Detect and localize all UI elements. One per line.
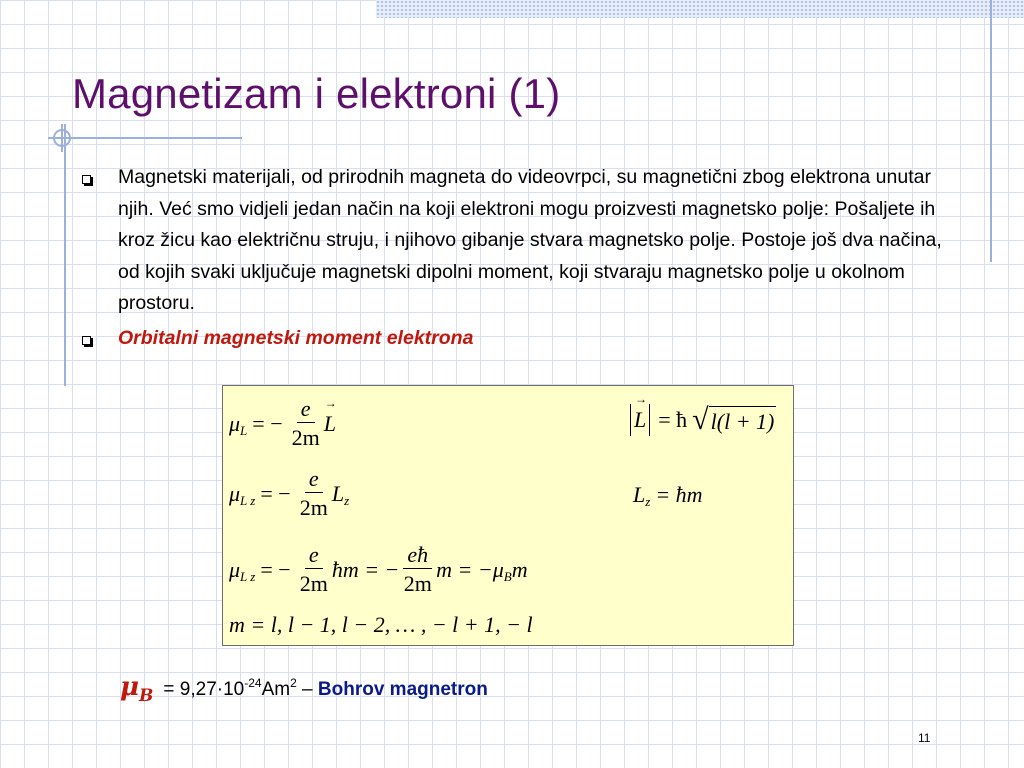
equals-hbar-m: = ħm	[655, 482, 703, 507]
mu-subscript: L z	[240, 568, 256, 584]
square-root	[692, 405, 776, 435]
mu-B-subscript: B	[139, 686, 154, 706]
z-subscript: z	[344, 492, 350, 508]
equals-minus: = −	[260, 556, 291, 582]
fraction-denominator: 2m	[299, 571, 328, 596]
fraction-numerator: eħ	[403, 544, 432, 569]
B-subscript: B	[503, 568, 512, 584]
formula-row-2-left	[229, 468, 349, 519]
title-underline-rule	[60, 137, 242, 139]
formula-row-3	[229, 544, 528, 595]
vector-L-magnitude: → L	[634, 407, 646, 433]
mu-symbol: μ	[229, 480, 241, 506]
m-equals-mu: m = −μ	[436, 556, 504, 582]
bullet-square-icon	[82, 175, 91, 184]
fraction-numerator: e	[305, 544, 323, 569]
hbar-m-expression: ħm = −	[331, 556, 400, 582]
bohr-value: = 9,27·10	[163, 679, 245, 700]
m-symbol: m	[511, 556, 528, 582]
fraction-numerator: e	[297, 398, 315, 423]
slide-title: Magnetizam i elektroni (1)	[72, 70, 561, 117]
bohr-exponent: -24	[244, 676, 262, 690]
mu-symbol: μ	[229, 556, 241, 582]
left-vertical-rule	[64, 124, 66, 386]
mu-symbol: μ	[229, 410, 241, 436]
page-number: 11	[918, 731, 931, 745]
bohr-magneton-line	[120, 672, 488, 706]
fraction-denominator: 2m	[299, 495, 328, 520]
equals-minus: = −	[252, 410, 283, 436]
formula-row-2-right	[633, 482, 708, 508]
formula-row-1-right	[627, 404, 776, 436]
abs-bar-right	[649, 404, 650, 436]
bohr-unit-exponent: 2	[290, 676, 297, 690]
radicand: l(l + 1)	[709, 406, 777, 435]
top-decorative-band	[376, 0, 1024, 18]
vector-L: → L	[324, 411, 336, 437]
dash: –	[296, 679, 318, 700]
fraction-denominator: 2m	[291, 425, 320, 450]
bohr-unit: Am	[261, 679, 291, 700]
radical-icon: √	[692, 403, 709, 436]
abs-bar-left	[630, 404, 631, 436]
fraction-ehbar-over-2m	[403, 544, 432, 595]
bullet-text-orbital: Orbitalni magnetski moment elektrona	[118, 326, 474, 349]
m-values-list: m = l, l − 1, l − 2, … , − l + 1, − l	[229, 612, 533, 637]
bohr-name: Bohrov magnetron	[317, 679, 488, 700]
formula-row-4	[229, 612, 533, 638]
L-symbol: L	[633, 482, 646, 507]
mu-subscript: L	[240, 422, 248, 438]
equals-minus: = −	[260, 480, 291, 506]
bullet-item-intro	[82, 162, 962, 320]
fraction-denominator: 2m	[403, 571, 432, 596]
z-subscript: z	[645, 494, 651, 509]
mu-B-symbol: μ	[120, 672, 140, 702]
fraction-e-over-2m	[300, 468, 328, 519]
fraction-numerator: e	[305, 468, 323, 493]
bullet-text-intro: Magnetski materijali, od prirodnih magneta do videovrpci, su magnetični zbog elektrona unutar njih. Već smo vidjeli jedan način na koji elektroni mogu proizvesti magnetsko polje: Pošaljete ih kroz žicu kao električnu struju, i njihovo gibanje stvara magnetsko polje. Postoje još dva načina, od kojih svaki uključuje magnetski dipolni moment, koji stvaraju magnetsko polje u okolnom prostoru.	[118, 166, 942, 314]
fraction-e-over-2m	[292, 398, 320, 449]
mu-subscript: L z	[240, 492, 256, 508]
slide-body	[82, 162, 962, 354]
right-vertical-rule	[990, 0, 992, 262]
bullet-square-icon	[82, 336, 91, 345]
formula-row-1-left	[229, 398, 336, 449]
L-symbol: L	[331, 480, 345, 506]
fraction-e-over-2m	[300, 544, 328, 595]
bullet-item-orbital	[82, 323, 962, 355]
equals-hbar: = ħ	[658, 407, 688, 432]
formula-box	[222, 385, 794, 646]
